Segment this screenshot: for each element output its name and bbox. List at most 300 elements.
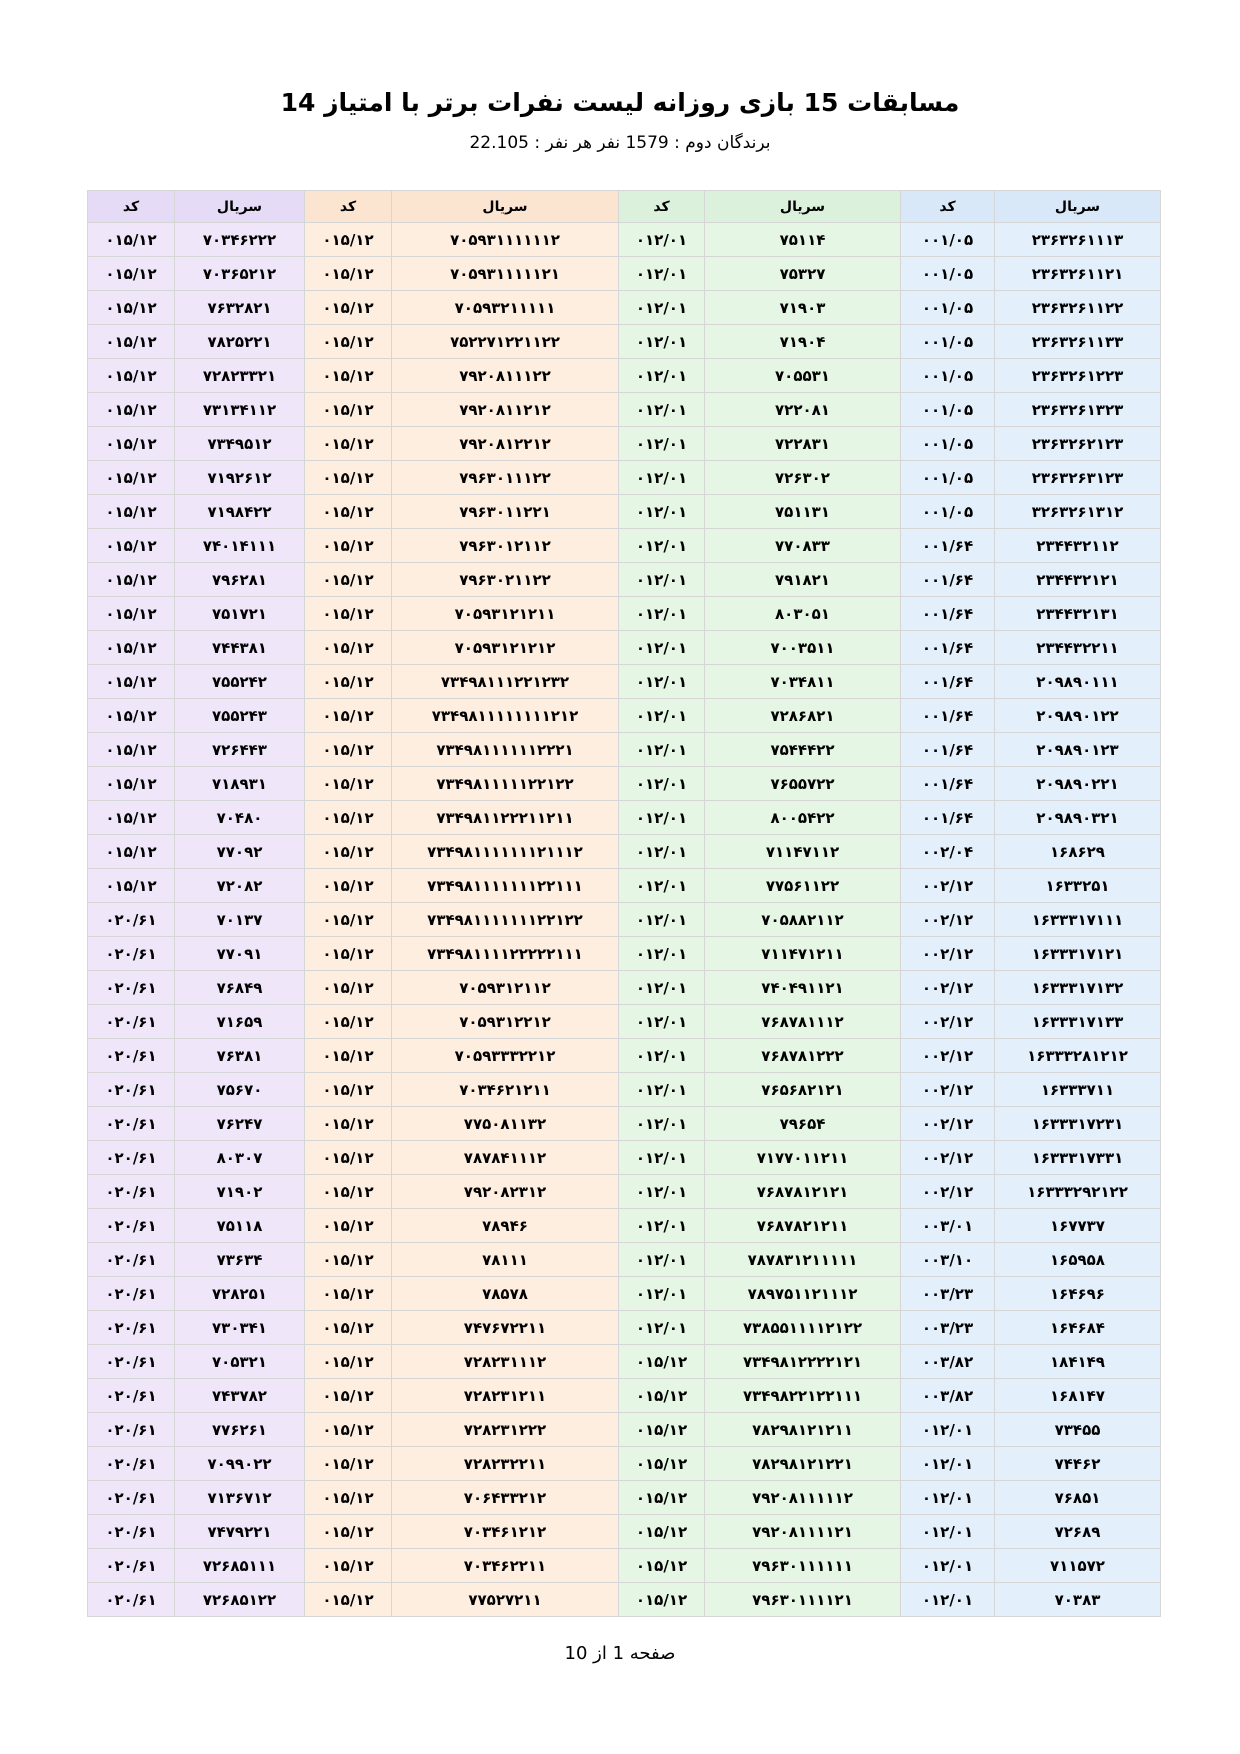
code-cell: ۰۱۵/۱۲ xyxy=(305,835,392,869)
serial-cell: ۷۴۰۱۴۱۱۱ xyxy=(175,529,305,563)
serial-cell: ۲۳۴۴۳۲۱۲۱ xyxy=(995,563,1161,597)
code-cell: ۰۱۵/۱۲ xyxy=(88,665,175,699)
table-row xyxy=(88,733,1161,767)
serial-cell: ۷۶۳۸۱ xyxy=(175,1039,305,1073)
serial-cell: ۷۷۵۶۱۱۲۲ xyxy=(705,869,901,903)
serial-cell: ۷۶۸۵۱ xyxy=(995,1481,1161,1515)
serial-cell: ۷۰۳۴۶۱۲۱۲ xyxy=(392,1515,619,1549)
serial-cell: ۷۲۲۸۳۱ xyxy=(705,427,901,461)
serial-cell: ۷۵۴۴۴۲۲ xyxy=(705,733,901,767)
code-cell: ۰۱۵/۱۲ xyxy=(305,1243,392,1277)
code-cell: ۰۱۲/۰۱ xyxy=(901,1515,995,1549)
serial-cell: ۷۱۱۴۷۱۱۲ xyxy=(705,835,901,869)
code-cell: ۰۱۲/۰۱ xyxy=(901,1447,995,1481)
serial-cell: ۷۸۷۸۳۱۲۱۱۱۱۱ xyxy=(705,1243,901,1277)
code-cell: ۰۰۳/۸۲ xyxy=(901,1345,995,1379)
code-cell: ۰۰۱/۰۵ xyxy=(901,223,995,257)
code-cell: ۰۰۱/۰۵ xyxy=(901,393,995,427)
serial-cell: ۷۹۲۰۸۱۱۱۱۲۱ xyxy=(705,1515,901,1549)
code-cell: ۰۰۲/۱۲ xyxy=(901,1141,995,1175)
serial-cell: ۱۶۳۳۳۱۷۱۳۳ xyxy=(995,1005,1161,1039)
serial-cell: ۸۰۰۵۴۲۲ xyxy=(705,801,901,835)
code-cell: ۰۱۵/۱۲ xyxy=(88,733,175,767)
code-cell: ۰۱۵/۱۲ xyxy=(88,869,175,903)
serial-cell: ۷۳۴۹۸۱۱۱۱۱۱۱۲۱۱۱۲ xyxy=(392,835,619,869)
serial-cell: ۷۶۸۷۸۱۲۱۲۱ xyxy=(705,1175,901,1209)
serial-cell: ۷۲۶۸۵۱۲۲ xyxy=(175,1583,305,1617)
serial-cell: ۱۶۴۶۸۴ xyxy=(995,1311,1161,1345)
serial-cell: ۷۳۸۵۵۱۱۱۱۲۱۲۲ xyxy=(705,1311,901,1345)
table-row xyxy=(88,665,1161,699)
serial-cell: ۲۳۶۳۲۶۱۱۳۳ xyxy=(995,325,1161,359)
code-cell: ۰۱۵/۱۲ xyxy=(305,767,392,801)
table-row xyxy=(88,1107,1161,1141)
column-header-code: کد xyxy=(305,191,392,223)
code-cell: ۰۱۲/۰۱ xyxy=(619,903,705,937)
serial-cell: ۲۳۴۴۳۲۱۱۲ xyxy=(995,529,1161,563)
serial-cell: ۷۳۰۳۴۱ xyxy=(175,1311,305,1345)
serial-cell: ۷۹۲۰۸۱۱۲۱۲ xyxy=(392,393,619,427)
serial-cell: ۷۲۶۳۰۲ xyxy=(705,461,901,495)
code-cell: ۰۲۰/۶۱ xyxy=(88,903,175,937)
serial-cell: ۷۹۶۳۰۱۱۱۱۱۱ xyxy=(705,1549,901,1583)
table-row xyxy=(88,529,1161,563)
table-row xyxy=(88,1073,1161,1107)
code-cell: ۰۰۱/۰۵ xyxy=(901,461,995,495)
code-cell: ۰۱۲/۰۱ xyxy=(619,631,705,665)
code-cell: ۰۲۰/۶۱ xyxy=(88,1447,175,1481)
table-row xyxy=(88,427,1161,461)
code-cell: ۰۲۰/۶۱ xyxy=(88,1481,175,1515)
serial-cell: ۷۶۸۴۹ xyxy=(175,971,305,1005)
code-cell: ۰۲۰/۶۱ xyxy=(88,1345,175,1379)
code-cell: ۰۰۱/۶۴ xyxy=(901,733,995,767)
code-cell: ۰۱۲/۰۱ xyxy=(619,767,705,801)
serial-cell: ۷۸۱۱۱ xyxy=(392,1243,619,1277)
serial-cell: ۸۰۳۰۵۱ xyxy=(705,597,901,631)
code-cell: ۰۲۰/۶۱ xyxy=(88,1379,175,1413)
serial-cell: ۱۶۵۹۵۸ xyxy=(995,1243,1161,1277)
table-row xyxy=(88,359,1161,393)
serial-cell: ۷۷۰۸۳۳ xyxy=(705,529,901,563)
serial-cell: ۲۳۶۳۲۶۲۱۲۳ xyxy=(995,427,1161,461)
code-cell: ۰۲۰/۶۱ xyxy=(88,1209,175,1243)
serial-cell: ۷۹۶۲۸۱ xyxy=(175,563,305,597)
code-cell: ۰۱۵/۱۲ xyxy=(305,1549,392,1583)
table-row xyxy=(88,1345,1161,1379)
serial-cell: ۷۱۱۴۷۱۲۱۱ xyxy=(705,937,901,971)
serial-cell: ۲۳۶۳۲۶۳۱۲۳ xyxy=(995,461,1161,495)
code-cell: ۰۱۲/۰۱ xyxy=(619,1107,705,1141)
serial-cell: ۷۲۸۲۳۳۲۱ xyxy=(175,359,305,393)
code-cell: ۰۱۲/۰۱ xyxy=(619,1175,705,1209)
table-row xyxy=(88,393,1161,427)
serial-cell: ۷۳۴۹۸۱۱۱۱۱۱۱۲۲۱۲۲ xyxy=(392,903,619,937)
serial-cell: ۷۱۹۲۶۱۲ xyxy=(175,461,305,495)
serial-cell: ۷۶۳۲۸۲۱ xyxy=(175,291,305,325)
code-cell: ۰۱۲/۰۱ xyxy=(619,427,705,461)
table-header-row xyxy=(88,191,1161,223)
table-row xyxy=(88,1175,1161,1209)
code-cell: ۰۱۲/۰۱ xyxy=(619,1243,705,1277)
code-cell: ۰۱۲/۰۱ xyxy=(619,1005,705,1039)
code-cell: ۰۱۵/۱۲ xyxy=(305,257,392,291)
code-cell: ۰۱۵/۱۲ xyxy=(305,801,392,835)
serial-cell: ۷۰۵۹۳۱۱۱۱۱۲۱ xyxy=(392,257,619,291)
code-cell: ۰۱۲/۰۱ xyxy=(619,1311,705,1345)
serial-cell: ۷۲۸۶۸۲۱ xyxy=(705,699,901,733)
code-cell: ۰۰۳/۰۱ xyxy=(901,1209,995,1243)
code-cell: ۰۱۵/۱۲ xyxy=(305,937,392,971)
serial-cell: ۱۸۴۱۴۹ xyxy=(995,1345,1161,1379)
code-cell: ۰۱۵/۱۲ xyxy=(88,393,175,427)
serial-cell: ۷۶۵۵۷۲۲ xyxy=(705,767,901,801)
code-cell: ۰۱۲/۰۱ xyxy=(619,223,705,257)
code-cell: ۰۱۵/۱۲ xyxy=(88,257,175,291)
code-cell: ۰۰۱/۰۵ xyxy=(901,325,995,359)
serial-cell: ۷۲۸۲۳۲۲۱۱ xyxy=(392,1447,619,1481)
serial-cell: ۷۷۵۲۷۲۱۱ xyxy=(392,1583,619,1617)
serial-cell: ۷۸۹۷۵۱۱۲۱۱۱۲ xyxy=(705,1277,901,1311)
serial-cell: ۷۵۶۷۰ xyxy=(175,1073,305,1107)
table-row xyxy=(88,1379,1161,1413)
code-cell: ۰۱۵/۱۲ xyxy=(305,1141,392,1175)
code-cell: ۰۰۱/۰۵ xyxy=(901,291,995,325)
code-cell: ۰۱۵/۱۲ xyxy=(305,325,392,359)
code-cell: ۰۱۲/۰۱ xyxy=(619,1073,705,1107)
code-cell: ۰۲۰/۶۱ xyxy=(88,971,175,1005)
serial-cell: ۷۲۶۸۵۱۱۱ xyxy=(175,1549,305,1583)
code-cell: ۰۱۵/۱۲ xyxy=(305,393,392,427)
code-cell: ۰۱۵/۱۲ xyxy=(305,903,392,937)
code-cell: ۰۱۵/۱۲ xyxy=(619,1379,705,1413)
serial-cell: ۷۹۶۳۰۲۱۱۲۲ xyxy=(392,563,619,597)
code-cell: ۰۱۲/۰۱ xyxy=(619,597,705,631)
code-cell: ۰۱۵/۱۲ xyxy=(88,699,175,733)
serial-cell: ۷۳۴۹۸۱۱۱۱۱۱۱۱۲۱۲ xyxy=(392,699,619,733)
code-cell: ۰۰۳/۱۰ xyxy=(901,1243,995,1277)
code-cell: ۰۱۵/۱۲ xyxy=(305,291,392,325)
serial-cell: ۷۳۴۹۸۲۲۱۲۲۱۱۱ xyxy=(705,1379,901,1413)
code-cell: ۰۱۵/۱۲ xyxy=(619,1549,705,1583)
code-cell: ۰۰۲/۱۲ xyxy=(901,971,995,1005)
code-cell: ۰۱۲/۰۱ xyxy=(619,1141,705,1175)
serial-cell: ۱۶۳۳۲۵۱ xyxy=(995,869,1161,903)
code-cell: ۰۰۱/۶۴ xyxy=(901,801,995,835)
code-cell: ۰۱۲/۰۱ xyxy=(619,563,705,597)
table-row xyxy=(88,1447,1161,1481)
serial-cell: ۲۳۴۴۳۲۱۳۱ xyxy=(995,597,1161,631)
code-cell: ۰۰۱/۶۴ xyxy=(901,563,995,597)
code-cell: ۰۱۵/۱۲ xyxy=(305,1209,392,1243)
code-cell: ۰۱۲/۰۱ xyxy=(619,1277,705,1311)
code-cell: ۰۱۵/۱۲ xyxy=(305,1481,392,1515)
code-cell: ۰۱۵/۱۲ xyxy=(619,1447,705,1481)
serial-cell: ۱۶۴۶۹۶ xyxy=(995,1277,1161,1311)
table-row xyxy=(88,631,1161,665)
serial-cell: ۷۷۶۲۶۱ xyxy=(175,1413,305,1447)
code-cell: ۰۱۵/۱۲ xyxy=(619,1515,705,1549)
code-cell: ۰۲۰/۶۱ xyxy=(88,1413,175,1447)
table-row xyxy=(88,1039,1161,1073)
code-cell: ۰۱۲/۰۱ xyxy=(619,529,705,563)
serial-cell: ۷۸۲۹۸۱۲۱۲۲۱ xyxy=(705,1447,901,1481)
table-row xyxy=(88,971,1161,1005)
code-cell: ۰۱۵/۱۲ xyxy=(305,461,392,495)
code-cell: ۰۱۵/۱۲ xyxy=(305,869,392,903)
serial-cell: ۷۴۰۴۹۱۱۲۱ xyxy=(705,971,901,1005)
serial-cell: ۱۶۳۳۳۲۸۱۲۱۲ xyxy=(995,1039,1161,1073)
code-cell: ۰۱۵/۱۲ xyxy=(88,223,175,257)
serial-cell: ۷۵۱۱۴ xyxy=(705,223,901,257)
serial-cell: ۷۰۵۹۳۱۲۲۱۲ xyxy=(392,1005,619,1039)
serial-cell: ۷۲۲۰۸۱ xyxy=(705,393,901,427)
serial-cell: ۷۱۳۶۷۱۲ xyxy=(175,1481,305,1515)
column-header-serial: سریال xyxy=(705,191,901,223)
serial-cell: ۷۲۶۴۴۳ xyxy=(175,733,305,767)
code-cell: ۰۱۵/۱۲ xyxy=(305,1345,392,1379)
serial-cell: ۲۰۹۸۹۰۱۱۱ xyxy=(995,665,1161,699)
code-cell: ۰۱۲/۰۱ xyxy=(901,1549,995,1583)
code-cell: ۰۲۰/۶۱ xyxy=(88,1039,175,1073)
serial-cell: ۲۳۶۳۲۶۱۳۲۳ xyxy=(995,393,1161,427)
code-cell: ۰۰۱/۰۵ xyxy=(901,359,995,393)
serial-cell: ۷۳۶۳۴ xyxy=(175,1243,305,1277)
code-cell: ۰۱۵/۱۲ xyxy=(88,835,175,869)
serial-cell: ۷۱۹۰۴ xyxy=(705,325,901,359)
code-cell: ۰۲۰/۶۱ xyxy=(88,1005,175,1039)
code-cell: ۰۱۲/۰۱ xyxy=(619,291,705,325)
code-cell: ۰۰۱/۶۴ xyxy=(901,631,995,665)
code-cell: ۰۱۵/۱۲ xyxy=(305,1515,392,1549)
code-cell: ۰۱۲/۰۱ xyxy=(901,1481,995,1515)
serial-cell: ۷۷۰۹۱ xyxy=(175,937,305,971)
code-cell: ۰۲۰/۶۱ xyxy=(88,1243,175,1277)
code-cell: ۰۰۲/۱۲ xyxy=(901,1175,995,1209)
code-cell: ۰۱۵/۱۲ xyxy=(305,563,392,597)
code-cell: ۰۱۵/۱۲ xyxy=(305,699,392,733)
code-cell: ۰۱۵/۱۲ xyxy=(88,461,175,495)
code-cell: ۰۱۵/۱۲ xyxy=(305,1379,392,1413)
serial-cell: ۷۲۸۲۵۱ xyxy=(175,1277,305,1311)
serial-cell: ۲۳۴۴۳۲۲۱۱ xyxy=(995,631,1161,665)
winners-table xyxy=(87,190,1161,1617)
table-row xyxy=(88,835,1161,869)
code-cell: ۰۱۵/۱۲ xyxy=(305,1583,392,1617)
table-row xyxy=(88,291,1161,325)
code-cell: ۰۱۵/۱۲ xyxy=(305,359,392,393)
code-cell: ۰۱۲/۰۱ xyxy=(619,257,705,291)
serial-cell: ۷۲۸۲۳۱۱۱۲ xyxy=(392,1345,619,1379)
serial-cell: ۲۰۹۸۹۰۳۲۱ xyxy=(995,801,1161,835)
code-cell: ۰۱۵/۱۲ xyxy=(88,427,175,461)
code-cell: ۰۲۰/۶۱ xyxy=(88,1277,175,1311)
page-number: صفحه 1 از 10 xyxy=(564,1643,676,1664)
table-row xyxy=(88,801,1161,835)
serial-cell: ۷۵۱۷۲۱ xyxy=(175,597,305,631)
serial-cell: ۷۰۶۴۳۳۲۱۲ xyxy=(392,1481,619,1515)
serial-cell: ۷۹۶۳۰۱۱۱۲۲ xyxy=(392,461,619,495)
code-cell: ۰۱۲/۰۱ xyxy=(619,835,705,869)
code-cell: ۰۱۲/۰۱ xyxy=(619,733,705,767)
code-cell: ۰۱۵/۱۲ xyxy=(305,1175,392,1209)
serial-cell: ۷۲۶۸۹ xyxy=(995,1515,1161,1549)
code-cell: ۰۱۵/۱۲ xyxy=(305,631,392,665)
column-header-code: کد xyxy=(88,191,175,223)
serial-cell: ۷۹۲۰۸۲۳۱۲ xyxy=(392,1175,619,1209)
column-header-code: کد xyxy=(619,191,705,223)
serial-cell: ۸۰۳۰۷ xyxy=(175,1141,305,1175)
table-row xyxy=(88,869,1161,903)
serial-cell: ۷۱۹۰۳ xyxy=(705,291,901,325)
code-cell: ۰۱۵/۱۲ xyxy=(305,1311,392,1345)
code-cell: ۰۱۵/۱۲ xyxy=(305,1107,392,1141)
serial-cell: ۱۶۷۷۳۷ xyxy=(995,1209,1161,1243)
serial-cell: ۷۳۴۹۸۱۱۱۱۱۱۲۲۲۱ xyxy=(392,733,619,767)
code-cell: ۰۱۲/۰۱ xyxy=(901,1583,995,1617)
code-cell: ۰۲۰/۶۱ xyxy=(88,1515,175,1549)
code-cell: ۰۱۵/۱۲ xyxy=(305,733,392,767)
code-cell: ۰۱۵/۱۲ xyxy=(305,495,392,529)
serial-cell: ۷۰۳۶۵۲۱۲ xyxy=(175,257,305,291)
code-cell: ۰۱۵/۱۲ xyxy=(305,427,392,461)
serial-cell: ۷۱۸۹۳۱ xyxy=(175,767,305,801)
serial-cell: ۷۸۵۷۸ xyxy=(392,1277,619,1311)
code-cell: ۰۱۵/۱۲ xyxy=(88,529,175,563)
serial-cell: ۷۵۵۲۴۲ xyxy=(175,665,305,699)
column-header-serial: سریال xyxy=(995,191,1161,223)
serial-cell: ۲۰۹۸۹۰۱۲۳ xyxy=(995,733,1161,767)
table-row xyxy=(88,1277,1161,1311)
serial-cell: ۷۱۷۷۰۱۱۲۱۱ xyxy=(705,1141,901,1175)
code-cell: ۰۱۲/۰۱ xyxy=(619,869,705,903)
serial-cell: ۷۴۴۳۸۱ xyxy=(175,631,305,665)
serial-cell: ۷۷۵۰۸۱۱۳۲ xyxy=(392,1107,619,1141)
serial-cell: ۷۴۷۹۲۲۱ xyxy=(175,1515,305,1549)
code-cell: ۰۱۵/۱۲ xyxy=(305,529,392,563)
serial-cell: ۷۱۶۵۹ xyxy=(175,1005,305,1039)
serial-cell: ۱۶۳۳۳۱۷۳۳۱ xyxy=(995,1141,1161,1175)
code-cell: ۰۲۰/۶۱ xyxy=(88,937,175,971)
code-cell: ۰۰۱/۶۴ xyxy=(901,597,995,631)
code-cell: ۰۱۵/۱۲ xyxy=(88,563,175,597)
serial-cell: ۷۲۸۲۳۱۲۲۲ xyxy=(392,1413,619,1447)
code-cell: ۰۱۵/۱۲ xyxy=(619,1413,705,1447)
code-cell: ۰۱۵/۱۲ xyxy=(88,597,175,631)
serial-cell: ۷۳۴۹۸۱۱۱۲۲۱۲۳۲ xyxy=(392,665,619,699)
serial-cell: ۷۵۵۲۴۳ xyxy=(175,699,305,733)
serial-cell: ۱۶۸۶۲۹ xyxy=(995,835,1161,869)
table-row xyxy=(88,325,1161,359)
code-cell: ۰۱۲/۰۱ xyxy=(619,325,705,359)
code-cell: ۰۰۲/۱۲ xyxy=(901,869,995,903)
code-cell: ۰۲۰/۶۱ xyxy=(88,1107,175,1141)
code-cell: ۰۱۵/۱۲ xyxy=(88,291,175,325)
code-cell: ۰۱۲/۰۱ xyxy=(619,937,705,971)
serial-cell: ۷۰۱۳۷ xyxy=(175,903,305,937)
code-cell: ۰۱۵/۱۲ xyxy=(305,971,392,1005)
table-row xyxy=(88,1549,1161,1583)
serial-cell: ۷۹۱۸۲۱ xyxy=(705,563,901,597)
serial-cell: ۷۱۱۵۷۲ xyxy=(995,1549,1161,1583)
serial-cell: ۷۰۳۴۶۲۲۱۱ xyxy=(392,1549,619,1583)
code-cell: ۰۱۵/۱۲ xyxy=(619,1345,705,1379)
serial-cell: ۷۲۰۸۲ xyxy=(175,869,305,903)
serial-cell: ۲۰۹۸۹۰۲۲۱ xyxy=(995,767,1161,801)
serial-cell: ۷۰۵۸۸۲۱۱۲ xyxy=(705,903,901,937)
code-cell: ۰۱۵/۱۲ xyxy=(305,1005,392,1039)
table-row xyxy=(88,1583,1161,1617)
serial-cell: ۷۰۵۹۳۱۲۱۲۱۲ xyxy=(392,631,619,665)
table-row xyxy=(88,1209,1161,1243)
code-cell: ۰۱۵/۱۲ xyxy=(88,359,175,393)
code-cell: ۰۱۵/۱۲ xyxy=(305,665,392,699)
code-cell: ۰۰۳/۲۳ xyxy=(901,1277,995,1311)
serial-cell: ۷۴۴۶۲ xyxy=(995,1447,1161,1481)
table-row xyxy=(88,563,1161,597)
code-cell: ۰۱۵/۱۲ xyxy=(305,597,392,631)
serial-cell: ۷۹۲۰۸۱۱۱۲۲ xyxy=(392,359,619,393)
serial-cell: ۷۸۲۵۲۲۱ xyxy=(175,325,305,359)
serial-cell: ۷۰۳۸۳ xyxy=(995,1583,1161,1617)
serial-cell: ۲۳۶۳۲۶۱۲۲۳ xyxy=(995,359,1161,393)
table-row xyxy=(88,699,1161,733)
code-cell: ۰۱۵/۱۲ xyxy=(305,1447,392,1481)
code-cell: ۰۲۰/۶۱ xyxy=(88,1175,175,1209)
code-cell: ۰۲۰/۶۱ xyxy=(88,1549,175,1583)
serial-cell: ۷۰۵۹۳۳۳۲۲۱۲ xyxy=(392,1039,619,1073)
table-row xyxy=(88,1481,1161,1515)
serial-cell: ۱۶۳۳۳۱۷۱۳۲ xyxy=(995,971,1161,1005)
code-cell: ۰۱۲/۰۱ xyxy=(619,495,705,529)
code-cell: ۰۲۰/۶۱ xyxy=(88,1073,175,1107)
serial-cell: ۷۶۵۶۸۲۱۲۱ xyxy=(705,1073,901,1107)
serial-cell: ۷۰۰۳۵۱۱ xyxy=(705,631,901,665)
serial-cell: ۷۳۴۹۸۱۱۱۱۲۲۲۲۲۱۱۱ xyxy=(392,937,619,971)
table-row xyxy=(88,767,1161,801)
code-cell: ۰۰۲/۱۲ xyxy=(901,1039,995,1073)
serial-cell: ۷۵۳۲۷ xyxy=(705,257,901,291)
code-cell: ۰۱۲/۰۱ xyxy=(619,1039,705,1073)
serial-cell: ۷۳۴۹۸۱۱۱۱۱۲۲۱۲۲ xyxy=(392,767,619,801)
serial-cell: ۷۰۵۹۳۱۲۱۱۲ xyxy=(392,971,619,1005)
table-row xyxy=(88,1141,1161,1175)
code-cell: ۰۰۱/۶۴ xyxy=(901,767,995,801)
table-row xyxy=(88,1413,1161,1447)
serial-cell: ۱۶۳۳۳۱۷۱۲۱ xyxy=(995,937,1161,971)
table-row xyxy=(88,1243,1161,1277)
serial-cell: ۷۹۲۰۸۱۱۱۱۱۲ xyxy=(705,1481,901,1515)
code-cell: ۰۱۵/۱۲ xyxy=(88,767,175,801)
serial-cell: ۲۳۶۳۲۶۱۱۲۱ xyxy=(995,257,1161,291)
table-row xyxy=(88,903,1161,937)
serial-cell: ۳۲۶۳۲۶۱۳۱۲ xyxy=(995,495,1161,529)
page-subtitle: برندگان دوم : 1579 نفر هر نفر : 22.105 xyxy=(469,133,771,153)
serial-cell: ۷۰۵۳۲۱ xyxy=(175,1345,305,1379)
serial-cell: ۷۳۴۹۸۱۲۲۲۲۱۲۱ xyxy=(705,1345,901,1379)
serial-cell: ۷۰۳۴۶۲۱۲۱۱ xyxy=(392,1073,619,1107)
table-row xyxy=(88,257,1161,291)
code-cell: ۰۰۲/۱۲ xyxy=(901,1005,995,1039)
code-cell: ۰۱۵/۱۲ xyxy=(305,1039,392,1073)
serial-cell: ۲۳۶۳۲۶۱۱۲۲ xyxy=(995,291,1161,325)
code-cell: ۰۰۲/۱۲ xyxy=(901,1107,995,1141)
page-title: مسابقات 15 بازی روزانه لیست نفرات برتر با امتیاز 14 xyxy=(280,88,960,117)
serial-cell: ۷۴۳۷۸۲ xyxy=(175,1379,305,1413)
serial-cell: ۷۹۶۳۰۱۱۱۱۲۱ xyxy=(705,1583,901,1617)
column-header-serial: سریال xyxy=(392,191,619,223)
serial-cell: ۷۲۸۲۳۱۲۱۱ xyxy=(392,1379,619,1413)
